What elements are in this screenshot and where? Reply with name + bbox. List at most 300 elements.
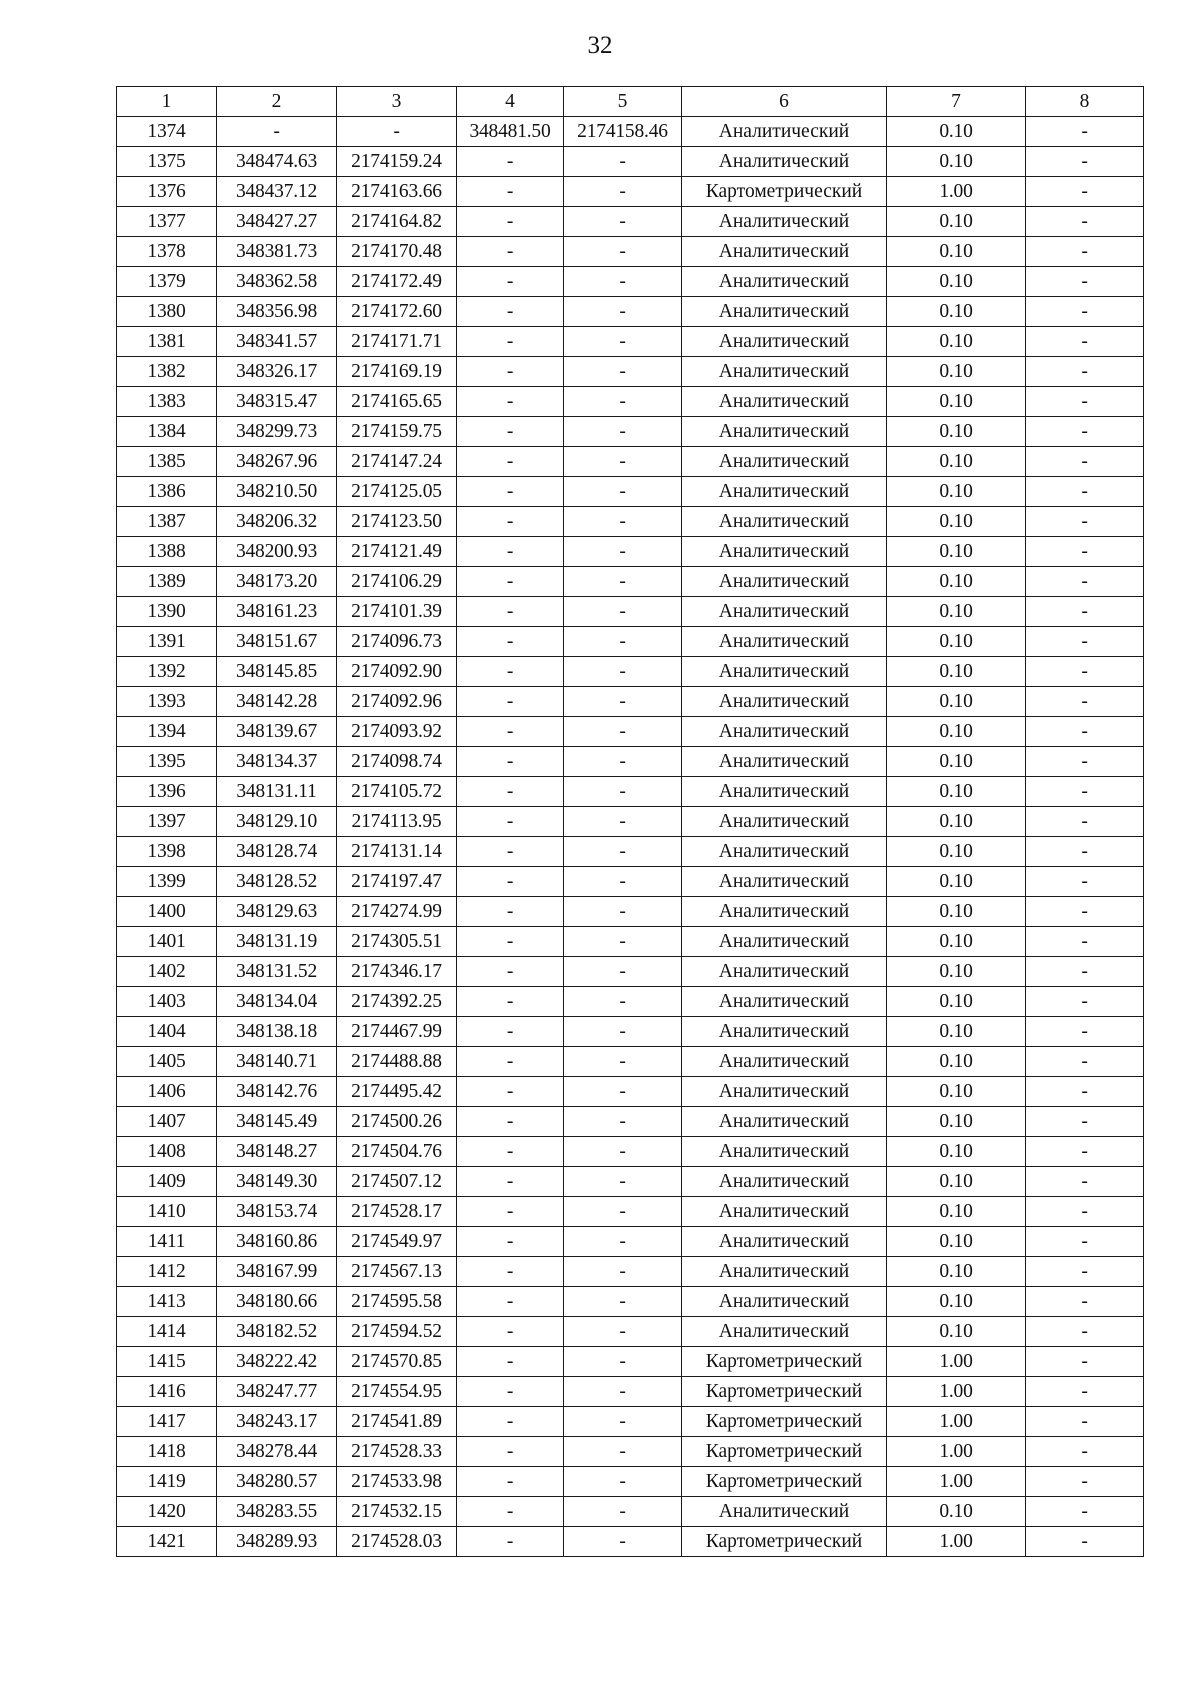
y-new-cell: - xyxy=(564,1467,682,1497)
y-existing-cell: 2174594.52 xyxy=(337,1317,457,1347)
x-existing-cell: 348180.66 xyxy=(217,1287,337,1317)
y-new-cell: - xyxy=(564,1347,682,1377)
description-cell: - xyxy=(1026,1197,1144,1227)
point-number-cell: 1411 xyxy=(117,1227,217,1257)
x-existing-cell: 348182.52 xyxy=(217,1317,337,1347)
method-cell: Картометрический xyxy=(682,177,887,207)
x-new-cell: - xyxy=(457,627,564,657)
method-cell: Аналитический xyxy=(682,327,887,357)
method-cell: Аналитический xyxy=(682,867,887,897)
description-cell: - xyxy=(1026,507,1144,537)
table-row xyxy=(117,777,1144,807)
point-number-cell: 1381 xyxy=(117,327,217,357)
method-cell: Аналитический xyxy=(682,837,887,867)
y-new-cell: - xyxy=(564,147,682,177)
x-new-cell: - xyxy=(457,1227,564,1257)
x-existing-cell: 348362.58 xyxy=(217,267,337,297)
x-existing-cell: 348167.99 xyxy=(217,1257,337,1287)
y-new-cell: - xyxy=(564,957,682,987)
x-new-cell: - xyxy=(457,357,564,387)
table-row xyxy=(117,447,1144,477)
y-existing-cell: 2174092.90 xyxy=(337,657,457,687)
point-number-cell: 1390 xyxy=(117,597,217,627)
x-new-cell: - xyxy=(457,1167,564,1197)
accuracy-cell: 0.10 xyxy=(887,1047,1026,1077)
y-existing-cell: 2174528.33 xyxy=(337,1437,457,1467)
y-new-cell: - xyxy=(564,1437,682,1467)
y-existing-cell: 2174163.66 xyxy=(337,177,457,207)
accuracy-cell: 0.10 xyxy=(887,657,1026,687)
method-cell: Аналитический xyxy=(682,507,887,537)
x-existing-cell: 348139.67 xyxy=(217,717,337,747)
method-cell: Картометрический xyxy=(682,1377,887,1407)
method-cell: Аналитический xyxy=(682,147,887,177)
column-header: 4 xyxy=(457,87,564,117)
point-number-cell: 1396 xyxy=(117,777,217,807)
x-existing-cell: 348289.93 xyxy=(217,1527,337,1557)
accuracy-cell: 0.10 xyxy=(887,447,1026,477)
y-existing-cell: 2174125.05 xyxy=(337,477,457,507)
table-row xyxy=(117,1467,1144,1497)
x-new-cell: - xyxy=(457,777,564,807)
method-cell: Аналитический xyxy=(682,447,887,477)
y-new-cell: - xyxy=(564,1407,682,1437)
accuracy-cell: 0.10 xyxy=(887,567,1026,597)
method-cell: Аналитический xyxy=(682,1317,887,1347)
x-existing-cell: 348131.11 xyxy=(217,777,337,807)
x-new-cell: - xyxy=(457,177,564,207)
table-row xyxy=(117,537,1144,567)
x-existing-cell: 348267.96 xyxy=(217,447,337,477)
x-new-cell: - xyxy=(457,657,564,687)
y-existing-cell: 2174169.19 xyxy=(337,357,457,387)
method-cell: Аналитический xyxy=(682,1167,887,1197)
description-cell: - xyxy=(1026,597,1144,627)
x-existing-cell: 348315.47 xyxy=(217,387,337,417)
y-existing-cell: 2174098.74 xyxy=(337,747,457,777)
x-new-cell: - xyxy=(457,1017,564,1047)
table-header-row xyxy=(117,87,1144,117)
x-existing-cell: 348160.86 xyxy=(217,1227,337,1257)
description-cell: - xyxy=(1026,1497,1144,1527)
accuracy-cell: 0.10 xyxy=(887,267,1026,297)
table-row xyxy=(117,1167,1144,1197)
column-header: 3 xyxy=(337,87,457,117)
table-row xyxy=(117,837,1144,867)
description-cell: - xyxy=(1026,147,1144,177)
x-new-cell: - xyxy=(457,1467,564,1497)
accuracy-cell: 0.10 xyxy=(887,1077,1026,1107)
x-new-cell: - xyxy=(457,987,564,1017)
y-existing-cell: 2174528.17 xyxy=(337,1197,457,1227)
point-number-cell: 1395 xyxy=(117,747,217,777)
accuracy-cell: 0.10 xyxy=(887,207,1026,237)
point-number-cell: 1401 xyxy=(117,927,217,957)
x-existing-cell: 348148.27 xyxy=(217,1137,337,1167)
x-new-cell: - xyxy=(457,267,564,297)
description-cell: - xyxy=(1026,987,1144,1017)
method-cell: Аналитический xyxy=(682,387,887,417)
point-number-cell: 1407 xyxy=(117,1107,217,1137)
description-cell: - xyxy=(1026,1167,1144,1197)
method-cell: Аналитический xyxy=(682,687,887,717)
y-existing-cell: 2174105.72 xyxy=(337,777,457,807)
y-existing-cell: 2174541.89 xyxy=(337,1407,457,1437)
column-header: 8 xyxy=(1026,87,1144,117)
accuracy-cell: 0.10 xyxy=(887,777,1026,807)
accuracy-cell: 0.10 xyxy=(887,387,1026,417)
point-number-cell: 1400 xyxy=(117,897,217,927)
method-cell: Аналитический xyxy=(682,1017,887,1047)
x-new-cell: - xyxy=(457,1197,564,1227)
point-number-cell: 1383 xyxy=(117,387,217,417)
method-cell: Аналитический xyxy=(682,117,887,147)
x-new-cell: - xyxy=(457,1317,564,1347)
point-number-cell: 1394 xyxy=(117,717,217,747)
accuracy-cell: 1.00 xyxy=(887,177,1026,207)
method-cell: Аналитический xyxy=(682,477,887,507)
table-row xyxy=(117,1377,1144,1407)
x-new-cell: - xyxy=(457,567,564,597)
accuracy-cell: 0.10 xyxy=(887,867,1026,897)
description-cell: - xyxy=(1026,447,1144,477)
accuracy-cell: 0.10 xyxy=(887,957,1026,987)
y-new-cell: - xyxy=(564,687,682,717)
method-cell: Аналитический xyxy=(682,597,887,627)
method-cell: Аналитический xyxy=(682,1077,887,1107)
table-row xyxy=(117,927,1144,957)
description-cell: - xyxy=(1026,1377,1144,1407)
description-cell: - xyxy=(1026,1287,1144,1317)
x-existing-cell: 348280.57 xyxy=(217,1467,337,1497)
table-row xyxy=(117,957,1144,987)
description-cell: - xyxy=(1026,567,1144,597)
accuracy-cell: 1.00 xyxy=(887,1347,1026,1377)
description-cell: - xyxy=(1026,807,1144,837)
y-existing-cell: 2174549.97 xyxy=(337,1227,457,1257)
table-row xyxy=(117,417,1144,447)
method-cell: Аналитический xyxy=(682,297,887,327)
x-existing-cell: 348341.57 xyxy=(217,327,337,357)
point-number-cell: 1406 xyxy=(117,1077,217,1107)
column-header: 7 xyxy=(887,87,1026,117)
point-number-cell: 1384 xyxy=(117,417,217,447)
description-cell: - xyxy=(1026,1257,1144,1287)
accuracy-cell: 0.10 xyxy=(887,147,1026,177)
description-cell: - xyxy=(1026,687,1144,717)
point-number-cell: 1376 xyxy=(117,177,217,207)
description-cell: - xyxy=(1026,747,1144,777)
x-new-cell: - xyxy=(457,807,564,837)
point-number-cell: 1404 xyxy=(117,1017,217,1047)
y-new-cell: - xyxy=(564,807,682,837)
x-new-cell: - xyxy=(457,447,564,477)
x-existing-cell: 348140.71 xyxy=(217,1047,337,1077)
x-new-cell: - xyxy=(457,507,564,537)
point-number-cell: 1414 xyxy=(117,1317,217,1347)
y-existing-cell: 2174093.92 xyxy=(337,717,457,747)
description-cell: - xyxy=(1026,327,1144,357)
table-row xyxy=(117,567,1144,597)
table-row xyxy=(117,357,1144,387)
description-cell: - xyxy=(1026,1527,1144,1557)
y-existing-cell: 2174131.14 xyxy=(337,837,457,867)
method-cell: Аналитический xyxy=(682,987,887,1017)
method-cell: Аналитический xyxy=(682,1287,887,1317)
y-existing-cell: 2174570.85 xyxy=(337,1347,457,1377)
table-row xyxy=(117,987,1144,1017)
x-existing-cell: 348356.98 xyxy=(217,297,337,327)
x-existing-cell: 348128.52 xyxy=(217,867,337,897)
x-existing-cell: 348142.28 xyxy=(217,687,337,717)
point-number-cell: 1374 xyxy=(117,117,217,147)
y-existing-cell: 2174392.25 xyxy=(337,987,457,1017)
y-new-cell: - xyxy=(564,867,682,897)
x-new-cell: - xyxy=(457,1437,564,1467)
description-cell: - xyxy=(1026,627,1144,657)
accuracy-cell: 0.10 xyxy=(887,1167,1026,1197)
method-cell: Аналитический xyxy=(682,267,887,297)
y-existing-cell: 2174113.95 xyxy=(337,807,457,837)
y-existing-cell: 2174165.65 xyxy=(337,387,457,417)
y-new-cell: - xyxy=(564,1077,682,1107)
x-new-cell: - xyxy=(457,537,564,567)
accuracy-cell: 0.10 xyxy=(887,1497,1026,1527)
table-row xyxy=(117,1017,1144,1047)
y-new-cell: - xyxy=(564,327,682,357)
x-existing-cell: 348153.74 xyxy=(217,1197,337,1227)
x-new-cell: - xyxy=(457,297,564,327)
x-existing-cell: - xyxy=(217,117,337,147)
point-number-cell: 1377 xyxy=(117,207,217,237)
y-new-cell: - xyxy=(564,627,682,657)
description-cell: - xyxy=(1026,1467,1144,1497)
y-new-cell: - xyxy=(564,207,682,237)
x-existing-cell: 348283.55 xyxy=(217,1497,337,1527)
accuracy-cell: 0.10 xyxy=(887,807,1026,837)
x-new-cell: - xyxy=(457,1047,564,1077)
description-cell: - xyxy=(1026,237,1144,267)
x-new-cell: - xyxy=(457,1347,564,1377)
table-row xyxy=(117,1197,1144,1227)
y-new-cell: - xyxy=(564,777,682,807)
method-cell: Аналитический xyxy=(682,927,887,957)
method-cell: Аналитический xyxy=(682,1257,887,1287)
accuracy-cell: 0.10 xyxy=(887,537,1026,567)
page-number: 32 xyxy=(587,32,613,59)
y-existing-cell: 2174274.99 xyxy=(337,897,457,927)
y-new-cell: - xyxy=(564,1107,682,1137)
accuracy-cell: 0.10 xyxy=(887,327,1026,357)
table-row xyxy=(117,1347,1144,1377)
y-new-cell: - xyxy=(564,927,682,957)
y-existing-cell: 2174554.95 xyxy=(337,1377,457,1407)
accuracy-cell: 0.10 xyxy=(887,237,1026,267)
point-number-cell: 1387 xyxy=(117,507,217,537)
y-existing-cell: 2174121.49 xyxy=(337,537,457,567)
y-new-cell: - xyxy=(564,1257,682,1287)
x-new-cell: - xyxy=(457,417,564,447)
description-cell: - xyxy=(1026,957,1144,987)
accuracy-cell: 0.10 xyxy=(887,927,1026,957)
description-cell: - xyxy=(1026,177,1144,207)
x-existing-cell: 348151.67 xyxy=(217,627,337,657)
table-row xyxy=(117,1047,1144,1077)
point-number-cell: 1413 xyxy=(117,1287,217,1317)
point-number-cell: 1408 xyxy=(117,1137,217,1167)
x-existing-cell: 348437.12 xyxy=(217,177,337,207)
table-row xyxy=(117,657,1144,687)
y-new-cell: - xyxy=(564,1047,682,1077)
table-row xyxy=(117,897,1144,927)
x-existing-cell: 348173.20 xyxy=(217,567,337,597)
x-existing-cell: 348142.76 xyxy=(217,1077,337,1107)
x-existing-cell: 348278.44 xyxy=(217,1437,337,1467)
table-row xyxy=(117,297,1144,327)
accuracy-cell: 0.10 xyxy=(887,987,1026,1017)
y-new-cell: - xyxy=(564,987,682,1017)
accuracy-cell: 1.00 xyxy=(887,1407,1026,1437)
method-cell: Аналитический xyxy=(682,897,887,927)
accuracy-cell: 0.10 xyxy=(887,717,1026,747)
accuracy-cell: 0.10 xyxy=(887,1227,1026,1257)
y-existing-cell: - xyxy=(337,117,457,147)
accuracy-cell: 0.10 xyxy=(887,897,1026,927)
accuracy-cell: 1.00 xyxy=(887,1437,1026,1467)
y-new-cell: - xyxy=(564,297,682,327)
x-existing-cell: 348222.42 xyxy=(217,1347,337,1377)
x-existing-cell: 348326.17 xyxy=(217,357,337,387)
accuracy-cell: 0.10 xyxy=(887,747,1026,777)
y-new-cell: - xyxy=(564,447,682,477)
point-number-cell: 1392 xyxy=(117,657,217,687)
y-new-cell: - xyxy=(564,597,682,627)
x-existing-cell: 348145.85 xyxy=(217,657,337,687)
x-new-cell: - xyxy=(457,597,564,627)
accuracy-cell: 0.10 xyxy=(887,117,1026,147)
x-existing-cell: 348129.10 xyxy=(217,807,337,837)
method-cell: Аналитический xyxy=(682,1047,887,1077)
table-row xyxy=(117,177,1144,207)
table-row xyxy=(117,687,1144,717)
method-cell: Аналитический xyxy=(682,957,887,987)
table-row xyxy=(117,387,1144,417)
x-existing-cell: 348206.32 xyxy=(217,507,337,537)
description-cell: - xyxy=(1026,297,1144,327)
table-row xyxy=(117,117,1144,147)
description-cell: - xyxy=(1026,717,1144,747)
x-existing-cell: 348299.73 xyxy=(217,417,337,447)
y-new-cell: - xyxy=(564,567,682,597)
description-cell: - xyxy=(1026,657,1144,687)
x-existing-cell: 348129.63 xyxy=(217,897,337,927)
coordinates-table xyxy=(116,86,1144,1557)
x-new-cell: - xyxy=(457,687,564,717)
y-new-cell: - xyxy=(564,267,682,297)
accuracy-cell: 0.10 xyxy=(887,1107,1026,1137)
y-new-cell: - xyxy=(564,1527,682,1557)
y-existing-cell: 2174106.29 xyxy=(337,567,457,597)
point-number-cell: 1417 xyxy=(117,1407,217,1437)
x-existing-cell: 348243.17 xyxy=(217,1407,337,1437)
y-new-cell: - xyxy=(564,1497,682,1527)
description-cell: - xyxy=(1026,117,1144,147)
y-new-cell: - xyxy=(564,387,682,417)
x-existing-cell: 348134.04 xyxy=(217,987,337,1017)
accuracy-cell: 1.00 xyxy=(887,1377,1026,1407)
y-new-cell: 2174158.46 xyxy=(564,117,682,147)
accuracy-cell: 1.00 xyxy=(887,1467,1026,1497)
method-cell: Аналитический xyxy=(682,627,887,657)
method-cell: Аналитический xyxy=(682,1497,887,1527)
accuracy-cell: 0.10 xyxy=(887,1287,1026,1317)
accuracy-cell: 0.10 xyxy=(887,1197,1026,1227)
y-new-cell: - xyxy=(564,1167,682,1197)
accuracy-cell: 0.10 xyxy=(887,417,1026,447)
y-existing-cell: 2174488.88 xyxy=(337,1047,457,1077)
y-existing-cell: 2174346.17 xyxy=(337,957,457,987)
y-new-cell: - xyxy=(564,177,682,207)
y-new-cell: - xyxy=(564,537,682,567)
y-existing-cell: 2174197.47 xyxy=(337,867,457,897)
accuracy-cell: 0.10 xyxy=(887,597,1026,627)
point-number-cell: 1403 xyxy=(117,987,217,1017)
accuracy-cell: 1.00 xyxy=(887,1527,1026,1557)
column-header: 6 xyxy=(682,87,887,117)
x-existing-cell: 348210.50 xyxy=(217,477,337,507)
y-existing-cell: 2174528.03 xyxy=(337,1527,457,1557)
accuracy-cell: 0.10 xyxy=(887,507,1026,537)
method-cell: Аналитический xyxy=(682,717,887,747)
method-cell: Аналитический xyxy=(682,747,887,777)
point-number-cell: 1398 xyxy=(117,837,217,867)
column-header: 5 xyxy=(564,87,682,117)
method-cell: Аналитический xyxy=(682,417,887,447)
method-cell: Аналитический xyxy=(682,1137,887,1167)
description-cell: - xyxy=(1026,777,1144,807)
description-cell: - xyxy=(1026,837,1144,867)
table-row xyxy=(117,207,1144,237)
description-cell: - xyxy=(1026,927,1144,957)
x-existing-cell: 348381.73 xyxy=(217,237,337,267)
table-row xyxy=(117,1317,1144,1347)
x-new-cell: - xyxy=(457,1407,564,1437)
x-new-cell: - xyxy=(457,1377,564,1407)
y-existing-cell: 2174495.42 xyxy=(337,1077,457,1107)
description-cell: - xyxy=(1026,1077,1144,1107)
y-existing-cell: 2174567.13 xyxy=(337,1257,457,1287)
description-cell: - xyxy=(1026,1017,1144,1047)
x-new-cell: - xyxy=(457,867,564,897)
y-new-cell: - xyxy=(564,1017,682,1047)
y-new-cell: - xyxy=(564,477,682,507)
x-existing-cell: 348134.37 xyxy=(217,747,337,777)
table-row xyxy=(117,1437,1144,1467)
table-row xyxy=(117,1527,1144,1557)
description-cell: - xyxy=(1026,1107,1144,1137)
y-new-cell: - xyxy=(564,1317,682,1347)
table-row xyxy=(117,597,1144,627)
x-existing-cell: 348200.93 xyxy=(217,537,337,567)
table-body xyxy=(117,117,1144,1557)
table-row xyxy=(117,1227,1144,1257)
y-new-cell: - xyxy=(564,747,682,777)
x-new-cell: - xyxy=(457,957,564,987)
method-cell: Картометрический xyxy=(682,1347,887,1377)
y-existing-cell: 2174123.50 xyxy=(337,507,457,537)
accuracy-cell: 0.10 xyxy=(887,1257,1026,1287)
description-cell: - xyxy=(1026,1317,1144,1347)
